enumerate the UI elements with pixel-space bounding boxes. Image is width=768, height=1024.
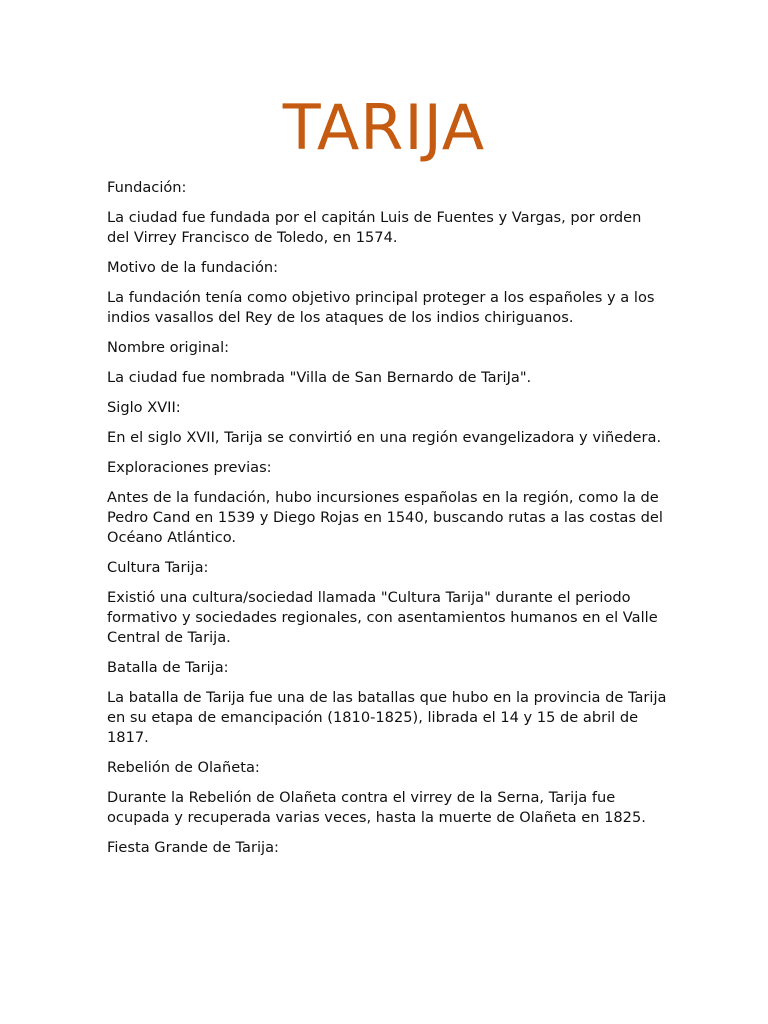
document-body [107, 178, 667, 868]
heading-exploraciones: Exploraciones previas: [107, 459, 272, 476]
document-title: TARIJA [282, 91, 486, 164]
heading-fundacion: Fundación: [107, 179, 187, 196]
heading-nombre-original: Nombre original: [107, 339, 230, 356]
paragraph-batalla: La batalla de Tarija fue una de las batallas que hubo en la provincia de Tarija en su etapa de emancipación (1810-1825), librada el 14 y 15 de abril de 1817. [107, 689, 667, 746]
paragraph-siglo-xvii: En el siglo XVII, Tarija se convirtió en una región evangelizadora y viñedera. [107, 429, 662, 446]
heading-motivo: Motivo de la fundación: [107, 259, 279, 276]
heading-siglo-xvii: Siglo XVII: [107, 399, 181, 416]
heading-batalla: Batalla de Tarija: [107, 659, 229, 676]
paragraph-fundacion: La ciudad fue fundada por el capitán Luis de Fuentes y Vargas, por orden del Virrey Francisco de Toledo, en 1574. [107, 209, 642, 246]
paragraph-nombre-original: La ciudad fue nombrada "Villa de San Bernardo de TariJa". [107, 369, 532, 386]
heading-fiesta-grande: Fiesta Grande de Tarija: [107, 839, 279, 856]
paragraph-rebelion: Durante la Rebelión de Olañeta contra el virrey de la Serna, Tarija fue ocupada y recuperada varias veces, hasta la muerte de Olañeta en 1825. [107, 789, 646, 826]
heading-rebelion: Rebelión de Olañeta: [107, 759, 260, 776]
heading-cultura-tarija: Cultura Tarija: [107, 559, 209, 576]
paragraph-cultura-tarija: Existió una cultura/sociedad llamada "Cultura Tarija" durante el periodo formativo y sociedades regionales, con asentamientos humanos en el Valle Central de Tarija. [107, 589, 658, 646]
paragraph-exploraciones: Antes de la fundación, hubo incursiones españolas en la región, como la de Pedro Cand en 1539 y Diego Rojas en 1540, buscando rutas a las costas del Océano Atlántico. [107, 489, 663, 546]
paragraph-motivo: La fundación tenía como objetivo principal proteger a los españoles y a los indios vasallos del Rey de los ataques de los indios chiriguanos. [107, 289, 655, 326]
